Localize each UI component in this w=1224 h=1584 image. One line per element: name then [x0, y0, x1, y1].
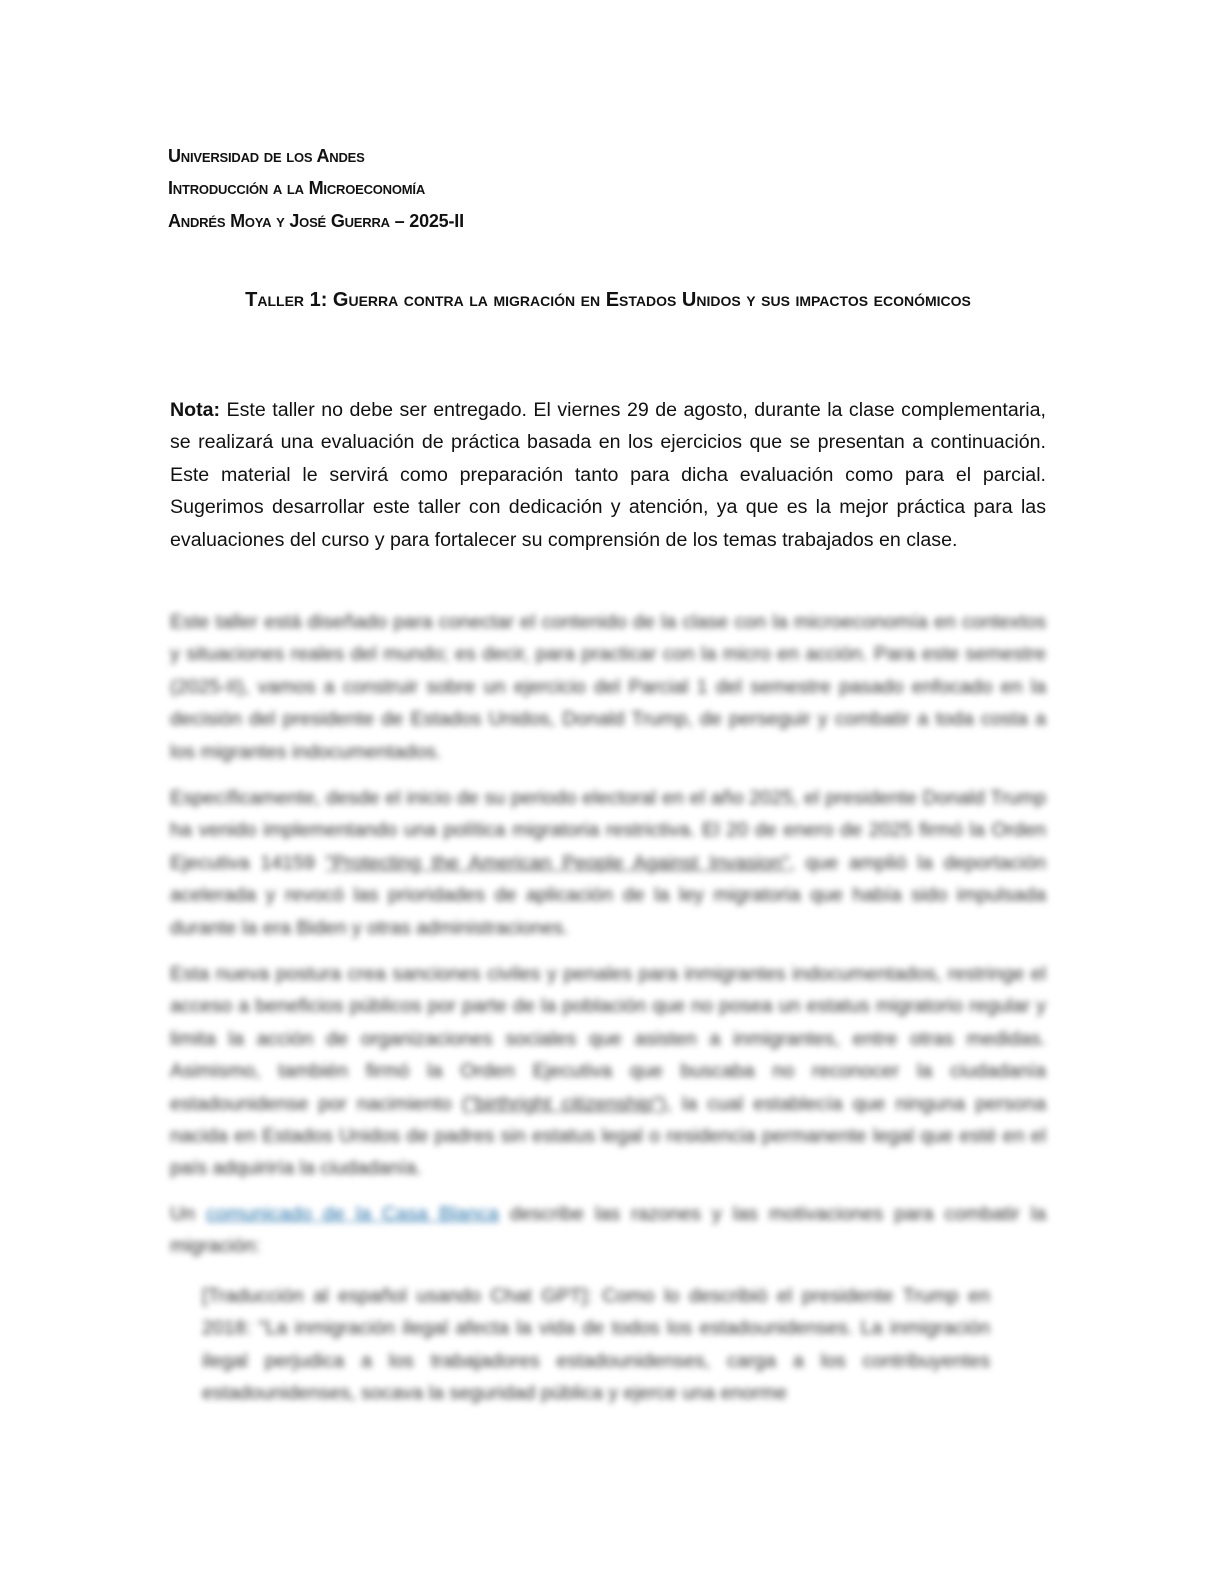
paragraph-text: Específicamente, desde el inicio de su periodo electoral en el año 2025, el presidente Donald Trump ha venido implementando una política migratoria restrictiva. El 20 de enero de 2025 firmó la Orden Ejecutiva 14159 — [170, 787, 1046, 874]
blurred-paragraph-whitehouse — [170, 1198, 1046, 1263]
birthright-link[interactable]: "birthright citizenship" — [468, 1092, 660, 1115]
course-name: Introducción a la Microeconomía — [168, 178, 426, 198]
paragraph-text: ), la cual establecía que ninguna persona nacida en Estados Unidos de padres sin estatus legal o residencia permanente legal que esté en el país adquiriría la ciudadanía. — [170, 1092, 1046, 1180]
executive-order-link[interactable]: "Protecting the American People Against Invasion" — [325, 851, 790, 874]
blurred-quote: [Traducción al español usando Chat GPT]: Como lo describió el presidente Trump en 2018: "La inmigración ilegal afecta la vida de todos los estadounidenses. La inmigración ilegal perjudica a los trabajadores estadounidenses, carga a los contribuyentes estadounidenses, socava la seguridad pública y ejerce una enorme — [202, 1285, 990, 1405]
paragraph-text: Esta nueva postura crea sanciones civiles y penales para inmigrantes indocumentados, restringe el acceso a beneficios públicos por parte de la población que no posea un estatus migratorio regular y limita la acción de organizaciones sociales que asisten a inmigrantes, entre otras medidas. Asimismo, también firmó la Orden Ejecutiva que buscaba no reconocer la ciudadanía estadounidense por nacimiento ( — [170, 963, 1046, 1115]
authors-term: Andrés Moya y José Guerra – 2025-II — [168, 211, 464, 231]
university-name: Universidad de los Andes — [168, 146, 365, 166]
note-label: Nota: — [170, 399, 221, 421]
paragraph-text: Un — [170, 1203, 207, 1225]
blurred-paragraph-intro: Este taller está diseñado para conectar el contenido de la clase con la microeconomía en contextos y situaciones reales del mundo; es decir, para practicar con la micro en acción. Para este semestre (2025-II), vamos a construir sobre un ejercicio del Parcial 1 del semestre pasado enfocado en la decisión del presidente de Estados Unidos, Donald Trump, de perseguir y combatir a toda costa a los migrantes indocumentados. — [170, 611, 1046, 763]
paragraph-text: , que amplió la deportación acelerada y revocó las prioridades de aplicación de la ley migratoria que había sido impulsada durante la era Biden y otras administraciones. — [170, 851, 1046, 939]
blurred-paragraph-sanctions — [170, 958, 1046, 1185]
note-text: Este taller no debe ser entregado. El viernes 29 de agosto, durante la clase complementaria, se realizará una evaluación de práctica basada en los ejercicios que se presentan a continuación. Este material le servirá como preparación tanto para dicha evaluación como para el parcial. Sugerimos desarrollar este taller con dedicación y atención, ya que es la mejor práctica para las evaluaciones del curso y para fortalecer su comprensión de los temas trabajados en clase. — [170, 399, 1046, 551]
white-house-link[interactable]: comunicado de la Casa Blanca — [206, 1203, 499, 1225]
document-title: Taller 1: Guerra contra la migración en Estados Unidos y sus impactos económicos — [245, 289, 971, 311]
note-paragraph — [170, 394, 1046, 556]
blurred-paragraph-policy — [170, 782, 1046, 944]
paragraph-text: describe las razones y las motivaciones para combatir la migración: — [170, 1203, 1046, 1258]
